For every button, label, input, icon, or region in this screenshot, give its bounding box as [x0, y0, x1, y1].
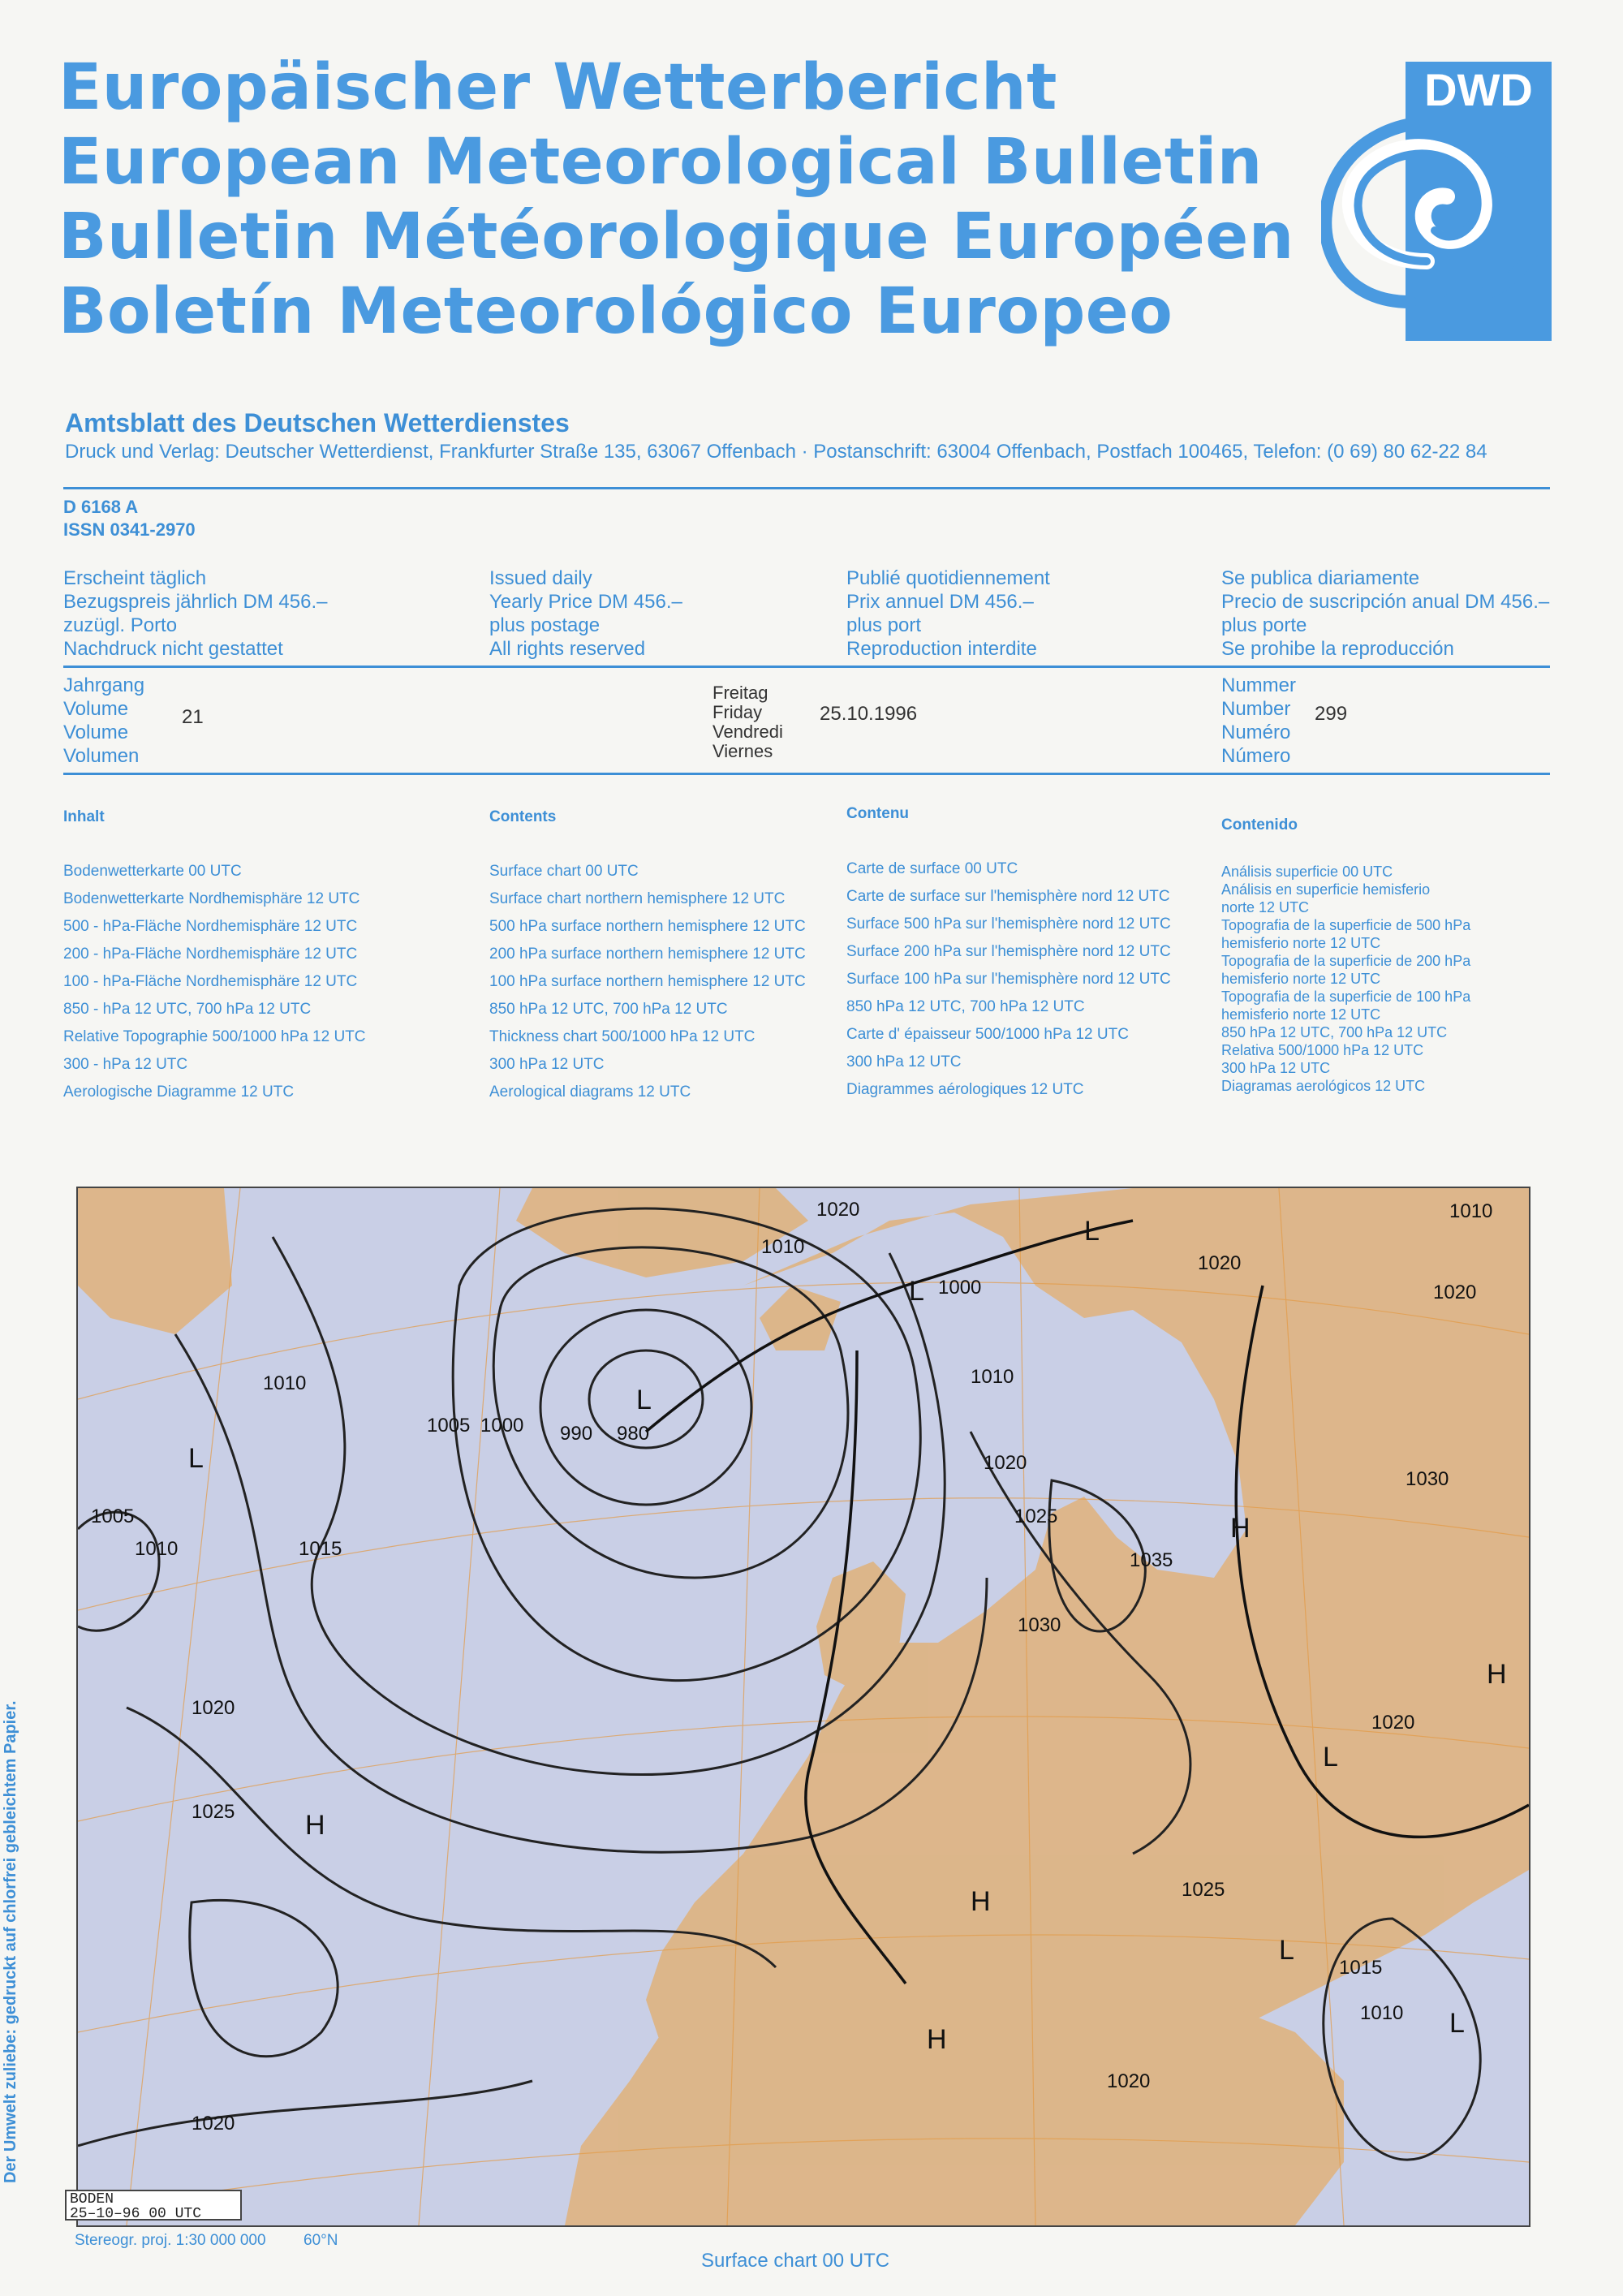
- land-iceland: [760, 1286, 841, 1350]
- isobar-label: 1020: [1198, 1252, 1242, 1274]
- contents-item: Topografia de la superficie de 100 hPa: [1221, 989, 1471, 1005]
- logo-text: DWD: [1424, 64, 1533, 115]
- contents-item: Surface 100 hPa sur l'hemisphère nord 12 UTC: [846, 971, 1171, 988]
- contents-item: hemisferio norte 12 UTC: [1221, 935, 1381, 951]
- isobar-label: 1020: [984, 1452, 1027, 1474]
- side-note: Der Umwelt zuliebe: gedruckt auf chlorfrei gebleichtem Papier.: [2, 1700, 19, 2183]
- contents-item: Topografia de la superficie de 200 hPa: [1221, 953, 1471, 969]
- contents-item: Análisis superficie 00 UTC: [1221, 864, 1393, 880]
- day-label: Viernes: [712, 741, 773, 761]
- number-value: 299: [1315, 703, 1348, 725]
- low-center: L: [636, 1385, 652, 1415]
- divider: [63, 773, 1550, 775]
- contents-item: Surface chart 00 UTC: [489, 863, 639, 880]
- day-label: Vendredi: [712, 722, 783, 742]
- isobar-label: 1015: [1339, 1957, 1383, 1979]
- isobar-label: 990: [560, 1423, 593, 1445]
- contents-item: Aerologische Diagramme 12 UTC: [63, 1083, 295, 1101]
- isobar-label: 1010: [135, 1538, 179, 1560]
- pub-line: Yearly Price DM 456.–: [489, 591, 682, 613]
- contents-list-en: [489, 858, 806, 1106]
- contents-item: Bodenwetterkarte 00 UTC: [63, 863, 242, 880]
- contents-item: Diagramas aerológicos 12 UTC: [1221, 1078, 1426, 1094]
- divider: [63, 666, 1550, 668]
- isobar-label: 1005: [91, 1506, 135, 1527]
- volume-label: Volume: [63, 722, 129, 743]
- title-spanish: Boletín Meteorológico Europeo: [58, 275, 1173, 348]
- isobar-label: 1020: [1107, 2070, 1151, 2092]
- isobar-1025: [190, 1900, 338, 2056]
- dwd-logo: [1321, 58, 1555, 344]
- low-center: L: [1449, 2008, 1465, 2039]
- day-label: Friday: [712, 702, 763, 722]
- day-label: Freitag: [712, 683, 768, 703]
- low-center: L: [1084, 1216, 1100, 1247]
- contents-item: 200 - hPa-Fläche Nordhemisphäre 12 UTC: [63, 946, 358, 963]
- contents-list-es: [1221, 863, 1470, 1095]
- contents-header-es: Contenido: [1221, 816, 1298, 834]
- longitude-line: [419, 1188, 500, 2225]
- contents-item: hemisferio norte 12 UTC: [1221, 971, 1381, 987]
- divider: [63, 487, 1550, 489]
- pub-line: Se publica diariamente: [1221, 567, 1420, 589]
- volume-label: Jahrgang: [63, 674, 145, 696]
- contents-item: Surface chart northern hemisphere 12 UTC: [489, 890, 786, 907]
- latitude-note: 60°N: [304, 2232, 338, 2249]
- isobar-label: 1000: [938, 1277, 982, 1299]
- contents-item: Carte de surface sur l'hemisphère nord 12 UTC: [846, 888, 1170, 905]
- isobar-label: 1010: [971, 1366, 1014, 1388]
- map-label-line: 25–10–96 00 UTC: [70, 2206, 202, 2222]
- contents-item: 300 hPa 12 UTC: [846, 1053, 962, 1070]
- contents-item: 850 hPa 12 UTC, 700 hPa 12 UTC: [489, 1001, 728, 1018]
- isobar-label: 1020: [1433, 1282, 1477, 1303]
- map-drawing: [78, 1188, 1529, 2225]
- surface-weather-map: [76, 1187, 1530, 2227]
- contents-list-de: [63, 858, 366, 1106]
- isobar-label: 1020: [192, 2113, 235, 2134]
- contents-header-fr: Contenu: [846, 805, 910, 822]
- number-label: Numéro: [1221, 722, 1291, 743]
- map-label-line: BODEN: [70, 2191, 114, 2208]
- pub-line: Se prohibe la reproducción: [1221, 638, 1454, 660]
- publication-es: [1221, 566, 1549, 661]
- contents-item: 300 hPa 12 UTC: [1221, 1060, 1331, 1076]
- land-north-america: [78, 1188, 232, 1334]
- contents-item: 500 hPa surface northern hemisphere 12 UTC: [489, 918, 806, 935]
- projection-note: Stereogr. proj. 1:30 000 000: [75, 2232, 266, 2249]
- contents-header-en: Contents: [489, 808, 557, 825]
- contents-item: Análisis en superficie hemisferio: [1221, 881, 1431, 898]
- contents-item: Relative Topographie 500/1000 hPa 12 UTC: [63, 1028, 366, 1045]
- isobar-label: 980: [617, 1423, 650, 1445]
- number-label: Number: [1221, 698, 1291, 720]
- number-label: Nummer: [1221, 674, 1297, 696]
- contents-item: Relativa 500/1000 hPa 12 UTC: [1221, 1042, 1424, 1058]
- contents-item: Aerological diagrams 12 UTC: [489, 1083, 691, 1101]
- subheading: Amtsblatt des Deutschen Wetterdienstes: [65, 408, 570, 437]
- pub-line: plus port: [846, 614, 922, 636]
- contents-header-de: Inhalt: [63, 808, 105, 825]
- low-center: L: [188, 1443, 204, 1474]
- contents-item: norte 12 UTC: [1221, 899, 1310, 915]
- isobar-1005-west: [78, 1512, 159, 1630]
- print-code: D 6168 A: [63, 497, 139, 517]
- isobar-label: 1010: [1449, 1200, 1493, 1222]
- contents-item: Bodenwetterkarte Nordhemisphäre 12 UTC: [63, 890, 360, 907]
- map-caption: Surface chart 00 UTC: [701, 2250, 890, 2272]
- contents-item: 300 hPa 12 UTC: [489, 1056, 605, 1073]
- contents-item: 300 - hPa 12 UTC: [63, 1056, 188, 1073]
- pub-line: Issued daily: [489, 567, 592, 589]
- volume-label: Volume: [63, 698, 129, 720]
- contents-item: Surface 500 hPa sur l'hemisphère nord 12 UTC: [846, 915, 1171, 933]
- contents-item: Carte d' épaisseur 500/1000 hPa 12 UTC: [846, 1026, 1129, 1043]
- pub-line: Prix annuel DM 456.–: [846, 591, 1034, 613]
- contents-item: Thickness chart 500/1000 hPa 12 UTC: [489, 1028, 756, 1045]
- isobar-label: 1020: [816, 1199, 860, 1221]
- contents-item: Surface 200 hPa sur l'hemisphère nord 12 UTC: [846, 943, 1171, 960]
- high-center: H: [1230, 1513, 1251, 1544]
- isobar-label: 1015: [299, 1538, 342, 1560]
- pub-line: plus porte: [1221, 614, 1307, 636]
- title-english: European Meteorological Bulletin: [58, 126, 1263, 199]
- contents-item: Topografia de la superficie de 500 hPa: [1221, 917, 1471, 933]
- pub-line: Bezugspreis jährlich DM 456.–: [63, 591, 328, 613]
- number-label: Número: [1221, 745, 1291, 767]
- isobar-label: 1030: [1406, 1468, 1449, 1490]
- title-french: Bulletin Météorologique Européen: [58, 200, 1294, 274]
- pub-line: Precio de suscripción anual DM 456.–: [1221, 591, 1550, 613]
- isobar-label: 1030: [1018, 1614, 1061, 1636]
- high-center: H: [927, 2024, 947, 2055]
- day-labels: [712, 683, 783, 761]
- high-center: H: [971, 1886, 991, 1917]
- isobar-label: 1000: [480, 1415, 524, 1437]
- volume-value: 21: [182, 706, 204, 728]
- high-center: H: [305, 1810, 325, 1841]
- contents-item: 850 hPa 12 UTC, 700 hPa 12 UTC: [846, 998, 1085, 1015]
- issn: ISSN 0341-2970: [63, 519, 196, 540]
- isobar-label: 1010: [761, 1236, 805, 1258]
- volume-labels: [63, 674, 144, 768]
- date-value: 25.10.1996: [820, 703, 918, 725]
- isobar-label: 1025: [192, 1801, 235, 1823]
- land-greenland: [516, 1188, 808, 1277]
- isobar-label: 1010: [263, 1372, 307, 1394]
- contents-item: 850 - hPa 12 UTC, 700 hPa 12 UTC: [63, 1001, 312, 1018]
- isobar-label: 1010: [1360, 2002, 1404, 2024]
- isobar-1020-south: [78, 2081, 532, 2146]
- volume-label: Volumen: [63, 745, 140, 767]
- pub-line: Publié quotidiennement: [846, 567, 1050, 589]
- pub-line: All rights reserved: [489, 638, 646, 660]
- pub-line: Nachdruck nicht gestattet: [63, 638, 283, 660]
- pub-line: Reproduction interdite: [846, 638, 1037, 660]
- isobar-label: 1020: [1371, 1712, 1415, 1734]
- contents-item: 100 hPa surface northern hemisphere 12 UTC: [489, 973, 806, 990]
- contents-item: 100 - hPa-Fläche Nordhemisphäre 12 UTC: [63, 973, 358, 990]
- publication-en: [489, 566, 682, 661]
- contents-list-fr: [846, 855, 1171, 1104]
- low-center: L: [909, 1276, 924, 1307]
- pub-line: Erscheint täglich: [63, 567, 207, 589]
- pub-line: zuzügl. Porto: [63, 614, 178, 636]
- publication-de: [63, 566, 328, 661]
- low-center: L: [1323, 1742, 1338, 1773]
- isobar-label: 1035: [1130, 1549, 1173, 1571]
- title-german: Europäischer Wetterbericht: [58, 51, 1057, 124]
- pub-line: plus postage: [489, 614, 601, 636]
- contents-item: Carte de surface 00 UTC: [846, 860, 1018, 877]
- contents-item: hemisferio norte 12 UTC: [1221, 1006, 1381, 1023]
- title-block: [58, 50, 1294, 349]
- contents-item: 500 - hPa-Fläche Nordhemisphäre 12 UTC: [63, 918, 358, 935]
- contents-item: 200 hPa surface northern hemisphere 12 UTC: [489, 946, 806, 963]
- publisher-address: Druck und Verlag: Deutscher Wetterdienst, Frankfurter Straße 135, 63067 Offenbach · Postanschrift: 63004 Offenbach, Postfach 100465, Telefon: (0 69) 80 62-22 84: [65, 441, 1487, 463]
- isobar-label: 1025: [1014, 1506, 1058, 1527]
- high-center: H: [1487, 1659, 1507, 1690]
- isobar-label: 1005: [427, 1415, 471, 1437]
- isobar-label: 1025: [1182, 1879, 1225, 1901]
- map-label-box: [65, 2190, 242, 2221]
- contents-item: Diagrammes aérologiques 12 UTC: [846, 1081, 1084, 1098]
- isobar-label: 1020: [192, 1697, 235, 1719]
- publication-fr: [846, 566, 1050, 661]
- number-labels: [1221, 674, 1296, 768]
- low-center: L: [1279, 1935, 1294, 1966]
- contents-item: 850 hPa 12 UTC, 700 hPa 12 UTC: [1221, 1024, 1448, 1040]
